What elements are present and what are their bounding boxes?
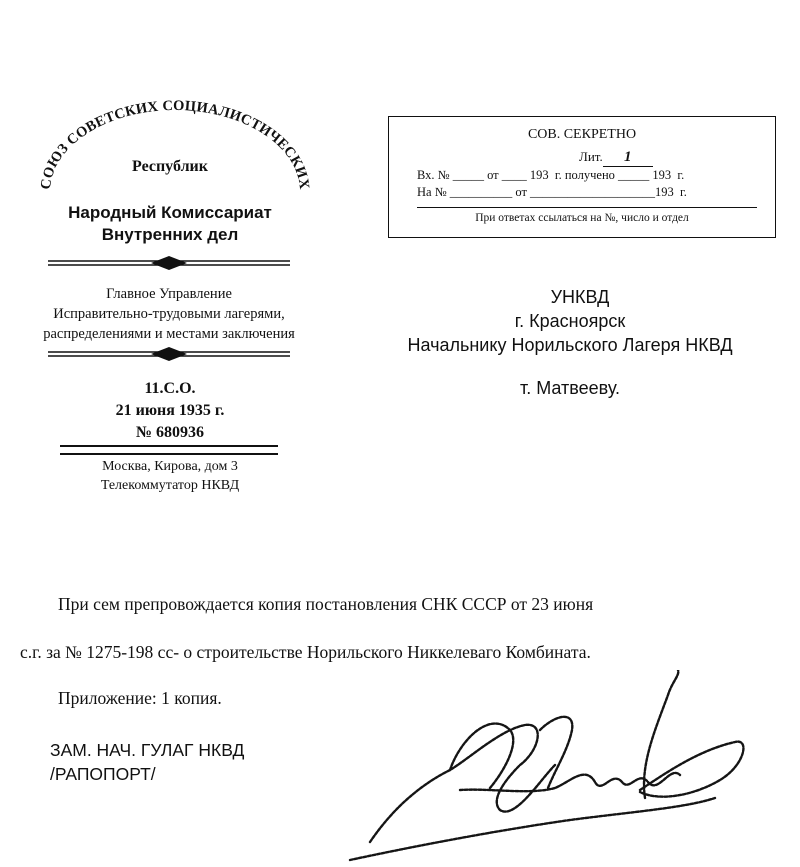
addressee-line: УНКВД bbox=[550, 287, 610, 307]
address-line: Телекоммутатор НКВД bbox=[100, 478, 240, 493]
incoming-number-row: Вх. № _____ от ____ 193 г. получено _____ 193 г. bbox=[417, 168, 685, 182]
signer-block bbox=[50, 738, 244, 786]
lit-field bbox=[579, 149, 653, 167]
diamond-divider bbox=[48, 347, 290, 361]
commissariat-line: Внутренних дел bbox=[101, 225, 239, 244]
republic-word: Республик bbox=[132, 158, 208, 175]
commissariat-line: Народный Комиссариат bbox=[68, 203, 272, 222]
signer-title: ЗАМ. НАЧ. ГУЛАГ НКВД bbox=[50, 740, 245, 760]
address-block bbox=[40, 457, 300, 495]
document-number: № 680936 bbox=[135, 424, 205, 441]
stamp-rule bbox=[417, 207, 757, 208]
outgoing-number-row: На № __________ от ____________________193 г. bbox=[417, 185, 687, 199]
handwritten-signature bbox=[340, 670, 760, 865]
secrecy-label: СОВ. СЕКРЕТНО bbox=[527, 127, 637, 142]
directorate-block bbox=[14, 284, 324, 344]
addressee-line: г. Красноярск bbox=[514, 311, 626, 331]
lit-value: 1 bbox=[603, 149, 653, 167]
commissariat-title bbox=[20, 202, 320, 246]
body-paragraph-line: с.г. за № 1275-198 сс- о строительстве Норильского Никкелеваго Комбината. bbox=[20, 642, 591, 662]
address-line: Москва, Кирова, дом 3 bbox=[102, 459, 238, 474]
lit-label: Лит. bbox=[579, 149, 603, 164]
directorate-line: Главное Управление bbox=[106, 286, 232, 302]
double-rule bbox=[60, 445, 278, 455]
addressee-line: Начальнику Норильского Лагеря НКВД bbox=[407, 335, 733, 355]
arc-text: СОЮЗ СОВЕТСКИХ СОЦИАЛИСТИЧЕСКИХ bbox=[37, 97, 313, 191]
department-code: 11.С.О. bbox=[144, 380, 196, 397]
recipient-name: т. Матвееву. bbox=[519, 378, 621, 398]
directorate-line: распределениями и местами заключения bbox=[43, 326, 295, 342]
addressee-block bbox=[350, 285, 790, 357]
directorate-line: Исправительно-трудовыми лагерями, bbox=[53, 306, 285, 322]
secret-stamp-box bbox=[388, 116, 776, 238]
diamond-divider bbox=[48, 256, 290, 270]
attachment-note: Приложение: 1 копия. bbox=[58, 688, 222, 708]
document-date: 21 июня 1935 г. bbox=[115, 402, 225, 419]
signer-name: /РАПОПОРТ/ bbox=[50, 764, 156, 784]
reply-note: При ответах ссылаться на №, число и отдел bbox=[475, 212, 689, 224]
union-title-arc bbox=[20, 92, 320, 202]
body-paragraph-line: При сем препровождается копия постановления СНК СССР от 23 июня bbox=[58, 594, 594, 614]
svg-text:СОЮЗ СОВЕТСКИХ СОЦИАЛИСТИЧЕСКИ bbox=[38, 98, 312, 191]
registration-block bbox=[40, 378, 300, 444]
